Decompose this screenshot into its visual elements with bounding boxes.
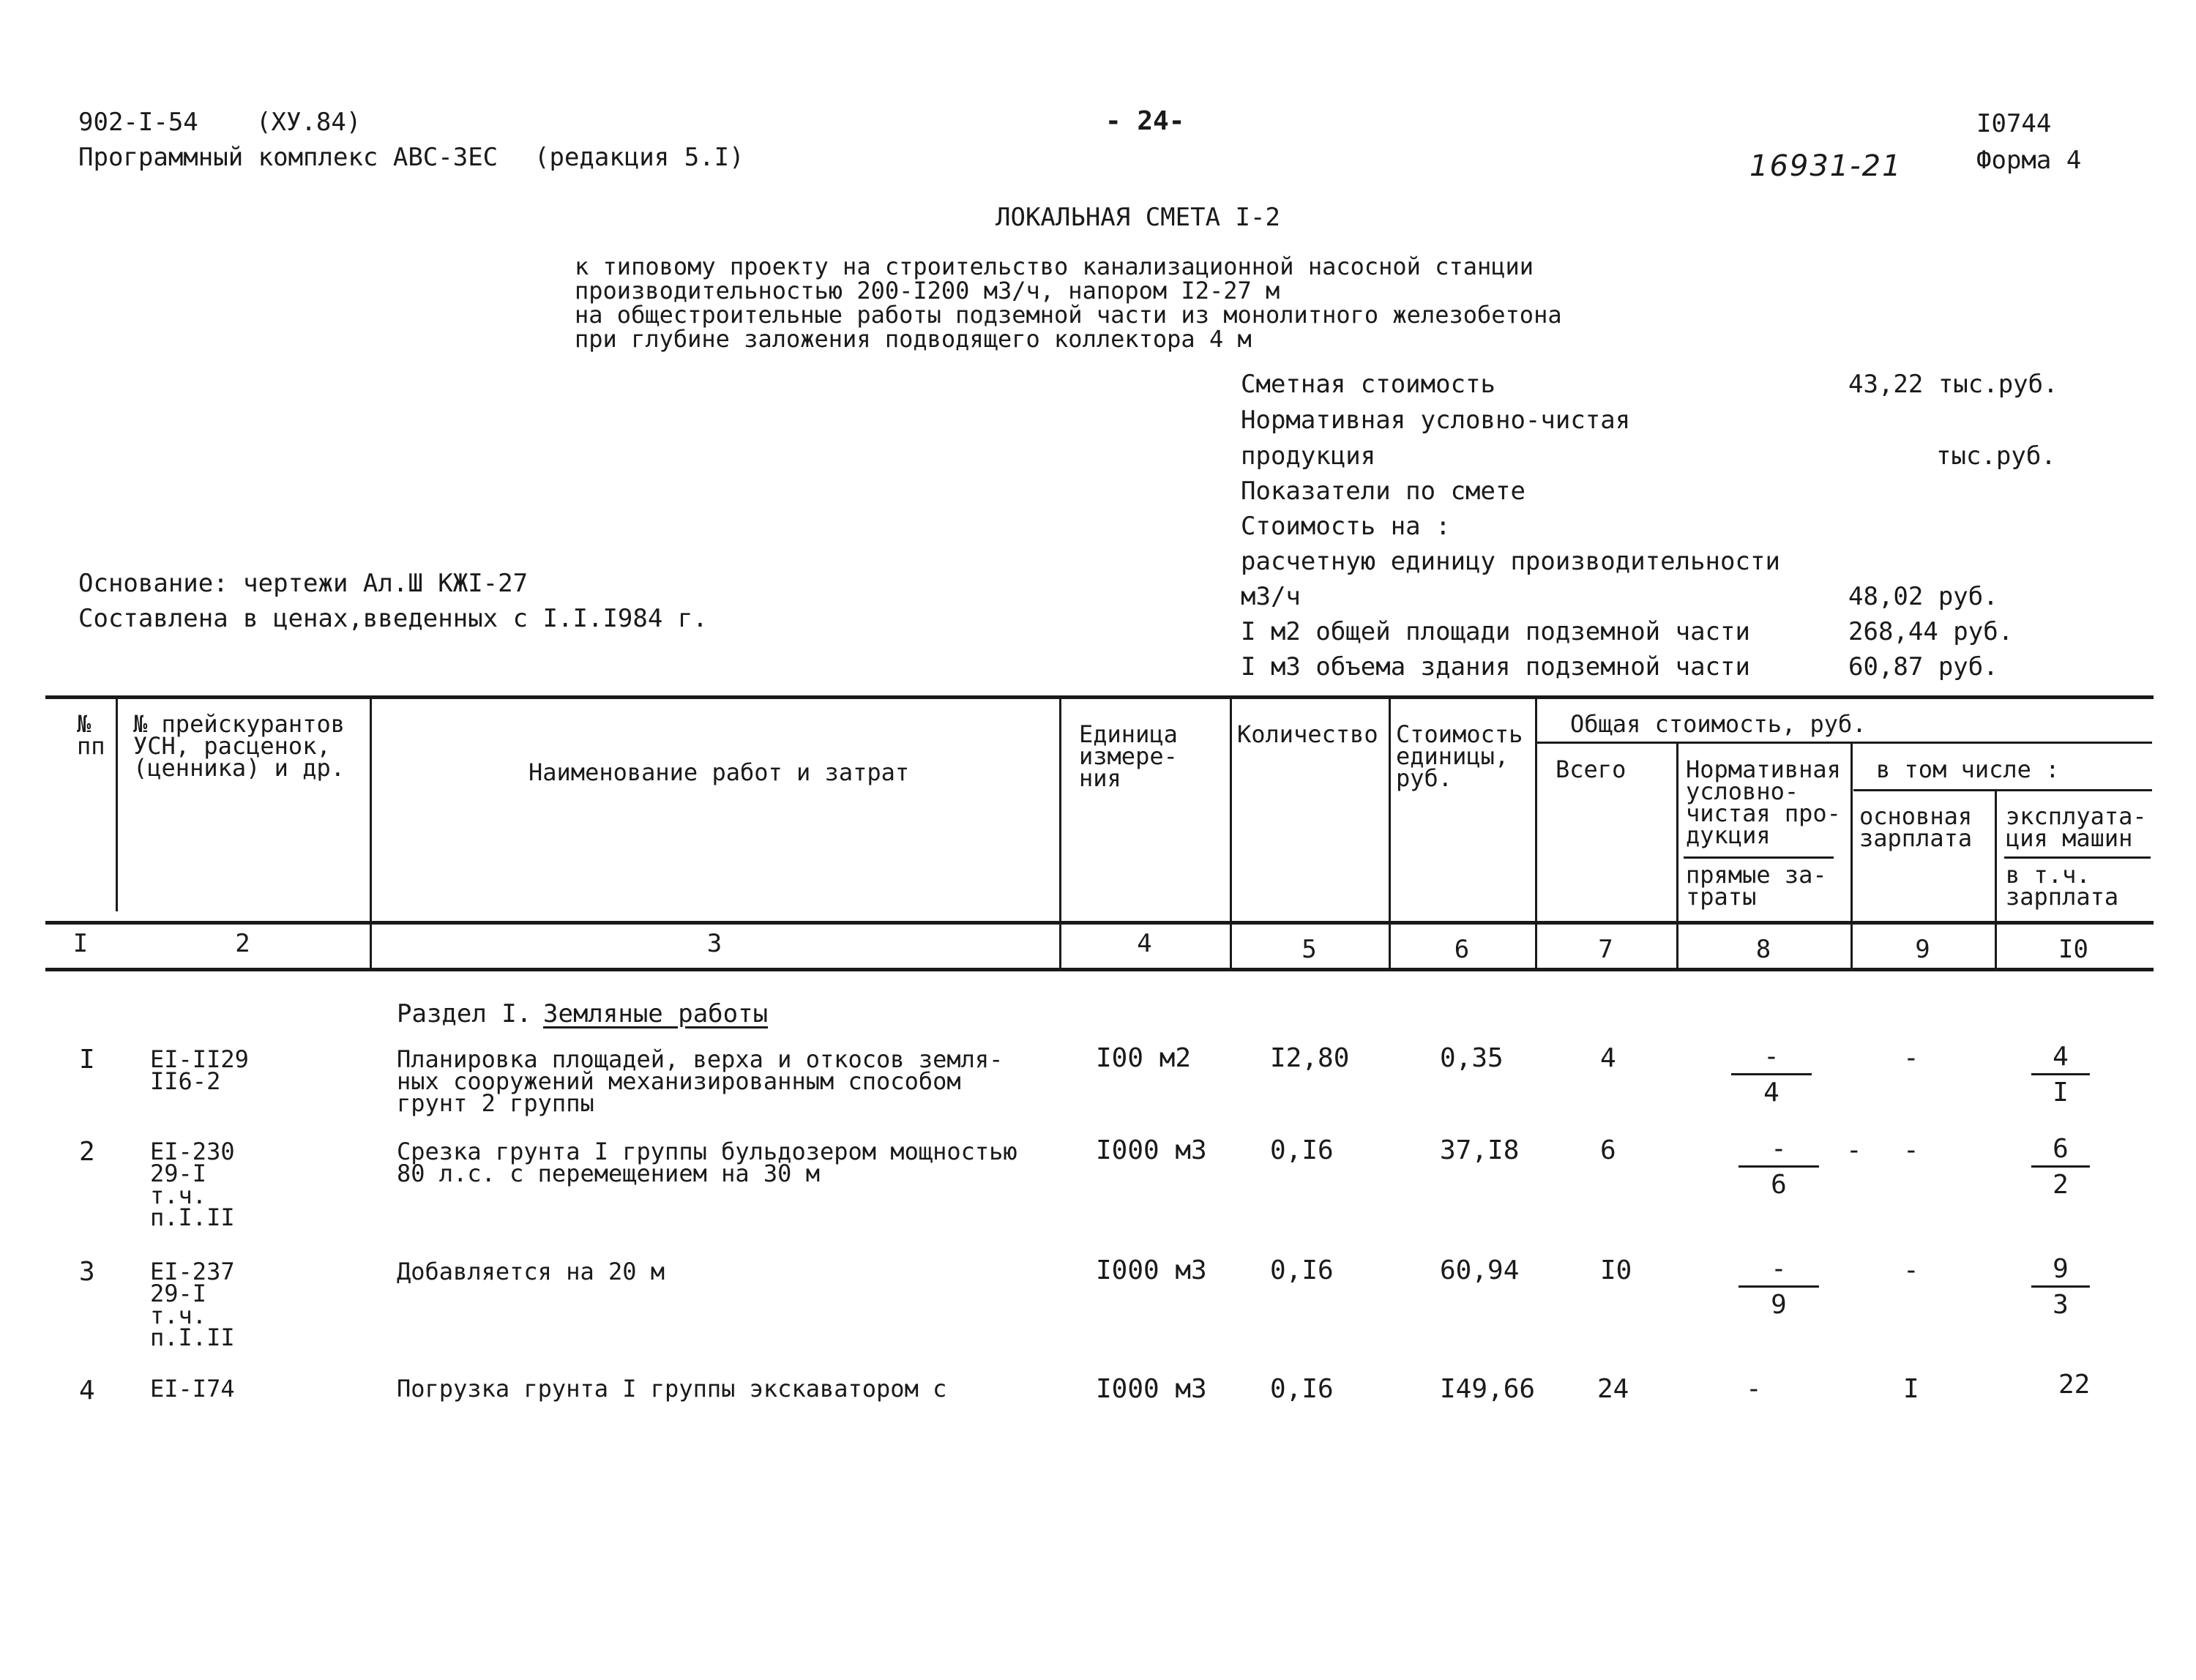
unit-capacity-value: 48,02 руб.: [1848, 582, 1998, 611]
row-total: 6: [1600, 1135, 1616, 1165]
row-number: 2: [79, 1137, 95, 1167]
row-total: 4: [1600, 1043, 1616, 1073]
colnum-8: 8: [1755, 935, 1771, 964]
unit-capacity-label-1: расчетную единицу производительности: [1241, 547, 1780, 576]
colnum-3: 3: [706, 929, 722, 958]
subtitle-line-2: производительностью 200-I200 м3/ч, напором I2-27 м: [575, 277, 1280, 305]
area-value: 268,44 руб.: [1848, 617, 2014, 646]
fraction-numerator: 4: [2053, 1042, 2069, 1072]
row-quantity: 0,I6: [1270, 1255, 1334, 1285]
row-normative-fraction: [1738, 1255, 1819, 1320]
header-pp: № пп: [77, 710, 105, 760]
row-base-salary: -: [1903, 1255, 1919, 1285]
colnum-6: 6: [1454, 935, 1470, 964]
fraction-numerator: 6: [2053, 1134, 2069, 1164]
row-unit: I000 м3: [1096, 1374, 1207, 1404]
normative-value: тыс.руб.: [1936, 441, 2056, 471]
header-including: в том числе :: [1876, 755, 2060, 783]
area-label: I м2 общей площади подземной части: [1241, 617, 1750, 646]
table-top-rule: [45, 695, 2154, 699]
fraction-denominator: 2: [2053, 1170, 2069, 1200]
estimated-cost-value: 43,22 тыс.руб.: [1848, 370, 2058, 399]
fraction-bar: [2031, 1165, 2090, 1168]
header-work-name: Наименование работ и затрат: [529, 758, 910, 786]
fraction-denominator: 4: [1763, 1078, 1779, 1108]
basis-drawings: Основание: чертежи Ал.Ш КЖI-27: [78, 569, 529, 598]
form-label: Форма 4: [1976, 146, 2082, 175]
col-divider-3: [1059, 699, 1061, 970]
colnum-bottom-rule: [45, 968, 2154, 971]
header-base-salary: основная зарплата: [1859, 802, 1973, 852]
row-total: 24: [1597, 1374, 1629, 1404]
row-unit-cost: I49,66: [1440, 1374, 1536, 1404]
fraction-denominator: I: [2053, 1078, 2069, 1108]
row-code: ЕI-230 29-I т.ч. п.I.II: [150, 1138, 235, 1231]
col-divider-1: [116, 699, 118, 911]
header-normative: Нормативная условно- чистая про- дукция: [1686, 755, 1841, 849]
basis-prices: Составлена в ценах,введенных с I.I.I984 г.: [78, 604, 708, 633]
c8-split-rule: [1684, 856, 1834, 859]
row-machine-operation: 22: [2058, 1370, 2091, 1400]
indicators-label: Показатели по смете: [1241, 477, 1525, 506]
volume-label: I м3 объема здания подземной части: [1241, 652, 1750, 682]
row-normative-dash: -: [1846, 1135, 1862, 1165]
header-total: Всего: [1556, 755, 1627, 783]
row-work-name: Планировка площадей, верха и откосов земля- ных сооружений механизированным способом грунт 2 группы: [397, 1045, 1004, 1117]
handwritten-code: 16931-21: [1749, 149, 1902, 183]
row-normative-fraction: [1738, 1135, 1819, 1200]
fraction-bar: [2031, 1285, 2090, 1288]
subtitle-line-1: к типовому проекту на строительство канализационной насосной станции: [575, 253, 1534, 280]
header-unit: Единица измере- ния: [1079, 720, 1178, 792]
incl-group-rule: [1853, 789, 2152, 791]
fraction-bar: [1738, 1165, 1819, 1168]
colnum-9: 9: [1915, 935, 1930, 964]
estimated-cost-label: Сметная стоимость: [1241, 370, 1495, 399]
row-work-name: Срезка грунта I группы бульдозером мощностью 80 л.с. с перемещением на 30 м: [397, 1138, 1017, 1187]
header-quantity: Количество: [1237, 720, 1378, 748]
row-quantity: 0,I6: [1270, 1374, 1334, 1404]
fraction-numerator: -: [1771, 1134, 1787, 1164]
header-unit-cost: Стоимость единицы, руб.: [1396, 720, 1523, 792]
fraction-denominator: 3: [2053, 1290, 2069, 1320]
doc-date: (ХУ.84): [256, 108, 362, 137]
page-title: ЛОКАЛЬНАЯ СМЕТА I-2: [996, 203, 1280, 232]
row-quantity: I2,80: [1270, 1043, 1350, 1073]
row-work-name: Погрузка грунта I группы экскаватором с: [397, 1375, 947, 1403]
doc-code: 902-I-54: [78, 108, 198, 137]
normative-label-2: продукция: [1241, 441, 1376, 471]
page-number: - 24-: [1105, 106, 1185, 136]
row-unit: I000 м3: [1096, 1135, 1207, 1165]
c10-split-rule: [2004, 856, 2151, 859]
fraction-bar: [1731, 1073, 1812, 1075]
row-quantity: 0,I6: [1270, 1135, 1334, 1165]
section-title: Земляные работы: [543, 999, 769, 1028]
volume-value: 60,87 руб.: [1848, 652, 1998, 682]
fraction-bar: [2031, 1073, 2090, 1075]
header-direct-costs: прямые за- траты: [1686, 861, 1827, 911]
row-normative-fraction: [1731, 1042, 1812, 1108]
row-number: 4: [79, 1375, 95, 1405]
row-number: I: [79, 1045, 95, 1075]
row-number: 3: [79, 1257, 95, 1287]
fraction-numerator: 9: [2053, 1254, 2069, 1284]
row-machine-fraction: [2031, 1255, 2090, 1320]
row-unit-cost: 0,35: [1440, 1043, 1504, 1073]
row-normative: -: [1746, 1374, 1762, 1404]
colnum-5: 5: [1301, 935, 1317, 964]
subtitle-line-3: на общестроительные работы подземной части из монолитного железобетона: [575, 301, 1562, 329]
fraction-denominator: 9: [1771, 1290, 1787, 1320]
header-total-group: Общая стоимость, руб.: [1570, 710, 1867, 738]
row-unit-cost: 37,I8: [1440, 1135, 1520, 1165]
row-code: ЕI-I74: [150, 1375, 235, 1403]
row-code: ЕI-237 29-I т.ч. п.I.II: [150, 1258, 235, 1351]
unit-capacity-label-2: м3/ч: [1241, 582, 1301, 611]
colnum-7: 7: [1598, 935, 1613, 964]
col-divider-6: [1535, 699, 1537, 970]
row-machine-fraction: [2031, 1135, 2090, 1200]
fraction-numerator: -: [1763, 1042, 1779, 1072]
total-group-rule: [1537, 742, 2152, 744]
fraction-bar: [1738, 1285, 1819, 1288]
col-divider-4: [1230, 699, 1232, 970]
row-code: ЕI-II29 II6-2: [150, 1045, 249, 1095]
header-pricelist: № прейскурантов УСН, расценок, (ценника) и др.: [133, 710, 345, 782]
colnum-10: I0: [2058, 935, 2088, 964]
program-edition: (редакция 5.I): [534, 143, 744, 172]
normative-label-1: Нормативная условно-чистая: [1241, 406, 1631, 435]
row-base-salary: -: [1903, 1135, 1919, 1165]
colnum-4: 4: [1137, 929, 1152, 958]
header-machine-operation: эксплуата- ция машин: [2006, 802, 2147, 852]
row-base-salary: -: [1903, 1043, 1919, 1073]
row-unit-cost: 60,94: [1440, 1255, 1520, 1285]
header-incl-salary: в т.ч. зарплата: [2006, 861, 2119, 911]
program-name: Программный комплекс АВС-ЗЕС: [78, 143, 498, 172]
row-base-salary: I: [1903, 1374, 1919, 1404]
col-divider-2: [370, 699, 372, 970]
inv-number: I0744: [1976, 109, 2052, 138]
colnum-1: I: [72, 929, 89, 958]
subtitle-line-4: при глубине заложения подводящего коллектора 4 м: [575, 325, 1252, 353]
cost-per-label: Стоимость на :: [1241, 512, 1451, 541]
col-divider-5: [1389, 699, 1391, 970]
section-prefix: Раздел I.: [397, 999, 532, 1028]
colnum-2: 2: [235, 929, 250, 958]
row-unit: I000 м3: [1096, 1255, 1207, 1285]
fraction-denominator: 6: [1771, 1170, 1787, 1200]
fraction-numerator: -: [1771, 1254, 1787, 1284]
row-machine-fraction: [2031, 1042, 2090, 1108]
row-work-name: Добавляется на 20 м: [397, 1258, 665, 1285]
header-bottom-rule: [45, 921, 2154, 925]
row-total: I0: [1600, 1255, 1632, 1285]
row-unit: I00 м2: [1096, 1043, 1192, 1073]
